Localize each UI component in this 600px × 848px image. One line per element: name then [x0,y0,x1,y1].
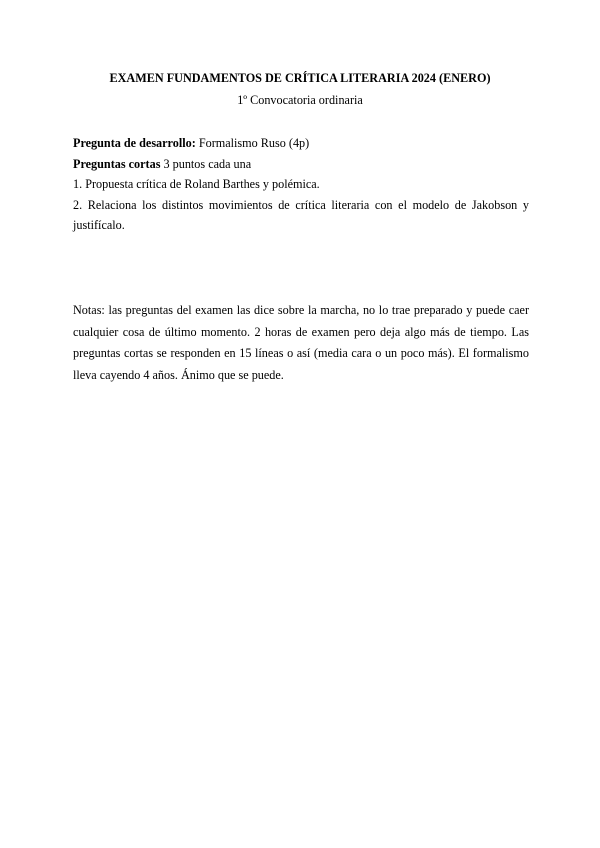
essay-question-label: Pregunta de desarrollo: [73,136,196,150]
essay-question [73,133,529,154]
essay-question-text: Formalismo Ruso (4p) [195,136,310,150]
notes-section [73,300,529,386]
exam-title: EXAMEN FUNDAMENTOS DE CRÍTICA LITERARIA 2024 (ENERO) [109,71,491,85]
short-questions-heading [73,154,529,175]
notes-paragraph: Notas: las preguntas del examen las dice sobre la marcha, no lo trae preparado y puede caer cualquier cosa de último momento. 2 horas de examen pero deja algo más de tiempo. Las preguntas cortas se responden en 15 líneas o así (media cara o un poco más). El formalismo lleva cayendo 4 años. Ánimo que se puede. [73,303,529,382]
questions-section [73,133,529,236]
short-question-item: 1. Propuesta crítica de Roland Barthes y polémica. [73,177,320,191]
short-questions-label: Preguntas cortas [73,156,161,171]
short-question-item: 2. Relaciona los distintos movimientos de crítica literaria con el modelo de Jakobson y justifícalo. [73,197,529,232]
exam-subtitle: 1º Convocatoria ordinaria [237,93,363,107]
short-questions-text: 3 puntos cada una [160,156,252,171]
